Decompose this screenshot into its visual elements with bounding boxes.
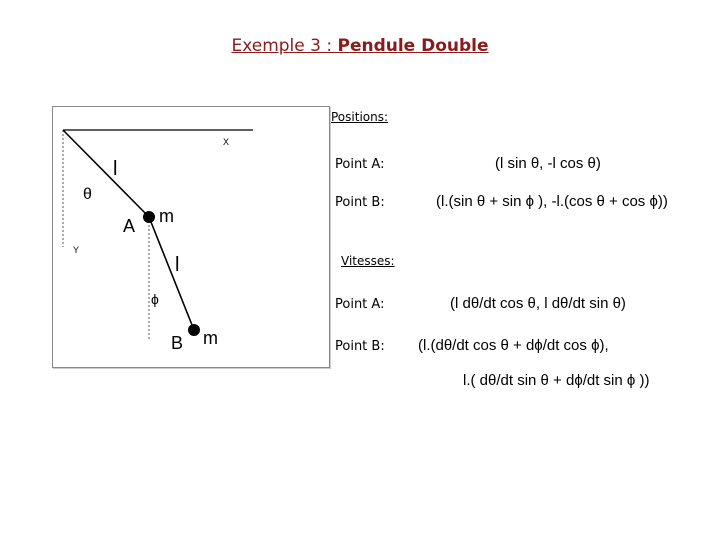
rod-2-label: l [175, 254, 180, 276]
vitesses-point-a-value: (l dθ/dt cos θ, l dθ/dt sin θ) [450, 295, 626, 312]
title-main: Pendule Double [337, 36, 489, 56]
mass-a-dot [143, 211, 155, 223]
mass-b-dot [188, 324, 200, 336]
rod-1-label: l [113, 158, 118, 180]
positions-point-b-value: (l.(sin θ + sin ϕ ), -l.(cos θ + cos ϕ)) [436, 193, 668, 210]
vitesses-point-b-value-line2: l.( dθ/dt sin θ + dϕ/dt sin ϕ )) [463, 372, 650, 389]
point-b-label: B [171, 333, 184, 353]
y-axis-label: Y [73, 245, 80, 255]
positions-point-a-label: Point A: [335, 157, 385, 172]
positions-point-b-label: Point B: [335, 195, 385, 210]
double-pendulum-figure [52, 106, 330, 368]
positions-heading: Positions: [331, 110, 389, 124]
angle-phi-label: ϕ [151, 291, 159, 307]
vitesses-point-b-label: Point B: [335, 339, 385, 354]
point-a-label: A [123, 216, 136, 236]
vitesses-point-a-label: Point A: [335, 297, 385, 312]
page-title [0, 36, 720, 56]
x-axis-label: X [223, 137, 230, 147]
rod-1 [63, 130, 149, 217]
angle-theta-label: θ [83, 186, 92, 203]
vitesses-point-b-value-line1: (l.(dθ/dt cos θ + dϕ/dt cos ϕ), [418, 337, 609, 354]
vitesses-heading: Vitesses: [341, 254, 395, 268]
rod-2 [149, 217, 194, 330]
pendulum-diagram [53, 107, 331, 369]
title-prefix: Exemple 3 : [231, 36, 338, 56]
positions-point-a-value: (l sin θ, -l cos θ) [495, 155, 601, 172]
mass-b-label: m [203, 328, 218, 348]
mass-a-label: m [159, 206, 174, 226]
